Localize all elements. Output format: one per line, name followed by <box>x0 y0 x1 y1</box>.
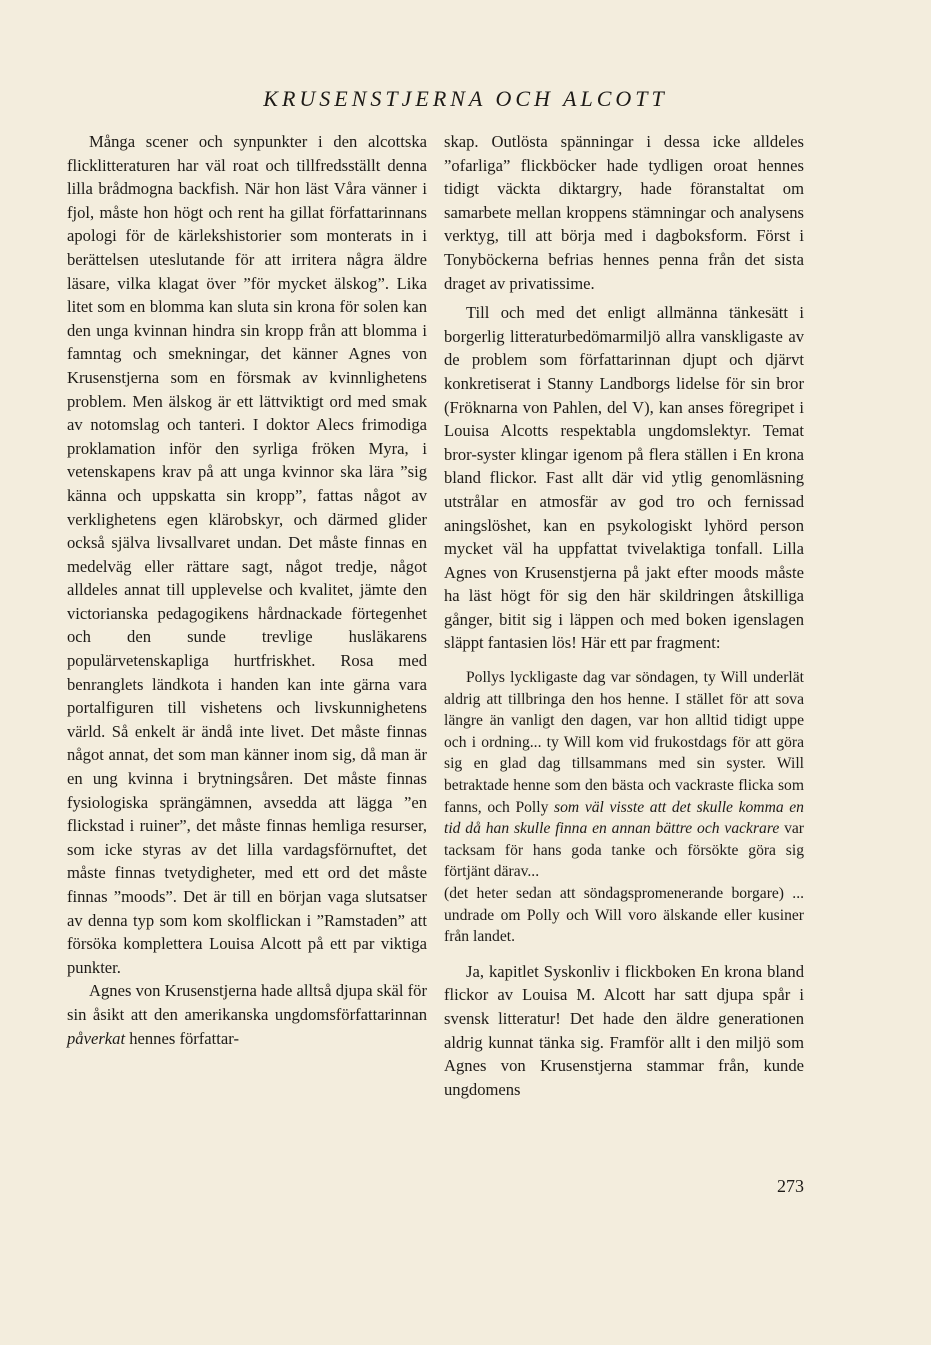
block-quote <box>444 667 804 948</box>
text-span: hennes författar- <box>125 1028 239 1048</box>
text-span: Agnes von Krusenstjerna hade alltså djupa skäl för sin åsikt att den amerikanska ungdomsförfattarinnan <box>67 981 427 1024</box>
paragraph: Till och med det enligt allmänna tänkesätt i borgerlig litteraturbedömarmiljö allra vanskligaste av de problem som författarinnan djupt och djärvt konkretiserat i Stanny Landborgs lidelse för sin bror (Fröknarna von Pahlen, del V), kan anses föregripet i Louisa Alcotts respektabla ungdomslektyr. Temat bror-syster klingar igenom på flera ställen i En krona bland flickor. Fast allt där vid ytlig genomläsning utstrålar en atmosfär av god tro och fernissad aningslöshet, kan en psykologiskt lyhörd person mycket väl ha uppfattat tvivelaktiga tonfall. Lilla Agnes von Krusenstjerna på jakt efter moods måste ha läst högt för sig den här skildringen åtskilliga gånger, bitit sig i läppen och med boken igenslagen släppt fantasien lös! Här ett par fragment: <box>444 303 804 653</box>
left-column <box>67 130 427 1050</box>
quote-paragraph <box>444 667 804 883</box>
paragraph: Många scener och synpunkter i den alcottska flicklitteraturen har väl roat och tillfredsställt denna lilla brådmogna backfish. När hon läst Våra vänner i fjol, måste hon högt och rent ha gillat författarinnans apologi för de kärlekshistorier som monterats in i berättelsen uteslutande för att irritera några äldre läsare, vilka klagat över ”för mycket älskog”. Lika litet som en blomma kan sluta sin krona för solen kan den unga kvinnan hindra sin kropp från att blomma i famntag och smekningar, det känner Agnes von Krusenstjerna som en försmak av kvinnlighetens problem. Men älskog är ett lättviktigt ord med smak av notomslag och tanteri. I doktor Alecs frimodiga proklamation inför den syrliga fröken Myra, i vetenskapens krav på att unga kvinnor ska lära ”sig känna och uppskatta sin kropp”, fattas något av verklighetens egen klärobskyr, och därmed glider också själva livsallvaret undan. Det måste finnas en medelväg eller rättare sagt, något tredje, något alldeles annat till upplevelse och kvalitet, jämte den victorianska pedagogikens hårdnackade förtegenhet och den sunde trevlige husläkarens populärvetenskapliga hurtfriskhet. Rosa med benranglets ländkota i handen kan inte gärna vara portalfiguren till vishetens och livskunnighetens värld. Så enkelt är ändå inte livet. Det måste finnas något annat, det som man känner inom sig, då man är en ung kvinna i brytningsåren. Det måste finnas fysiologiska sprängämnen, avsedda att lägga ”en flickstad i ruiner”, det måste finnas hemliga resurser, som icke styras av det lilla vardagsförnuftet, det måste finnas tvetydigheter, med ett ord det måste finnas ”moods”. Det är till en början vaga slutsatser av denna typ som kom skolflickan i ”Ramstaden” att försöka komplettera Louisa Alcott på ett par viktiga punkter. <box>67 132 427 977</box>
quote-paragraph: (det heter sedan att söndagspromenerande borgare) ... undrade om Polly och Will voro älskande eller kusiner från landet. <box>444 885 804 946</box>
paragraph: Ja, kapitlet Syskonliv i flickboken En krona bland flickor av Louisa M. Alcott har satt djupa spår i svensk litteratur! Det hade den äldre generationen aldrig kunnat tänka sig. Framför allt i den miljö som Agnes von Krusenstjerna stammar från, kunde ungdomens <box>444 961 804 1099</box>
right-column <box>444 130 804 1101</box>
page-number: 273 <box>777 1176 804 1196</box>
text-span: var tacksam för hans goda tanke och försökte göra sig förtjänt därav... <box>444 820 804 881</box>
paragraph: skap. Outlösta spänningar i dessa icke alldeles ”ofarliga” flickböcker hade tydligen oroat hennes tidigt väckta diktargry, hade föranstaltat om samarbete mellan kroppens stämningar och analysens verktyg, till att börja med i dagboksform. Först i Tonyböckerna befrias hennes penna från det sista draget av privatissime. <box>444 132 804 293</box>
running-head: KRUSENSTJERNA OCH ALCOTT <box>263 86 668 111</box>
text-span: Pollys lyckligaste dag var söndagen, ty Will underlät aldrig att tillbringa den hos henne. I stället för att sova längre än vanligt den dagen, var hon alltid tidigt uppe och i ordning... ty Will kom vid frukostdags för att göra sig en glad dag tillsammans med sin syster. Will betraktade henne som den bästa och vackraste flicka som fanns, och Polly <box>444 669 804 816</box>
paragraph <box>67 979 427 1050</box>
italic-text: som väl visste att det skulle komma en tid då han skulle finna en annan bättre och vackrare <box>444 798 804 838</box>
italic-text: påverkat <box>67 1028 126 1048</box>
